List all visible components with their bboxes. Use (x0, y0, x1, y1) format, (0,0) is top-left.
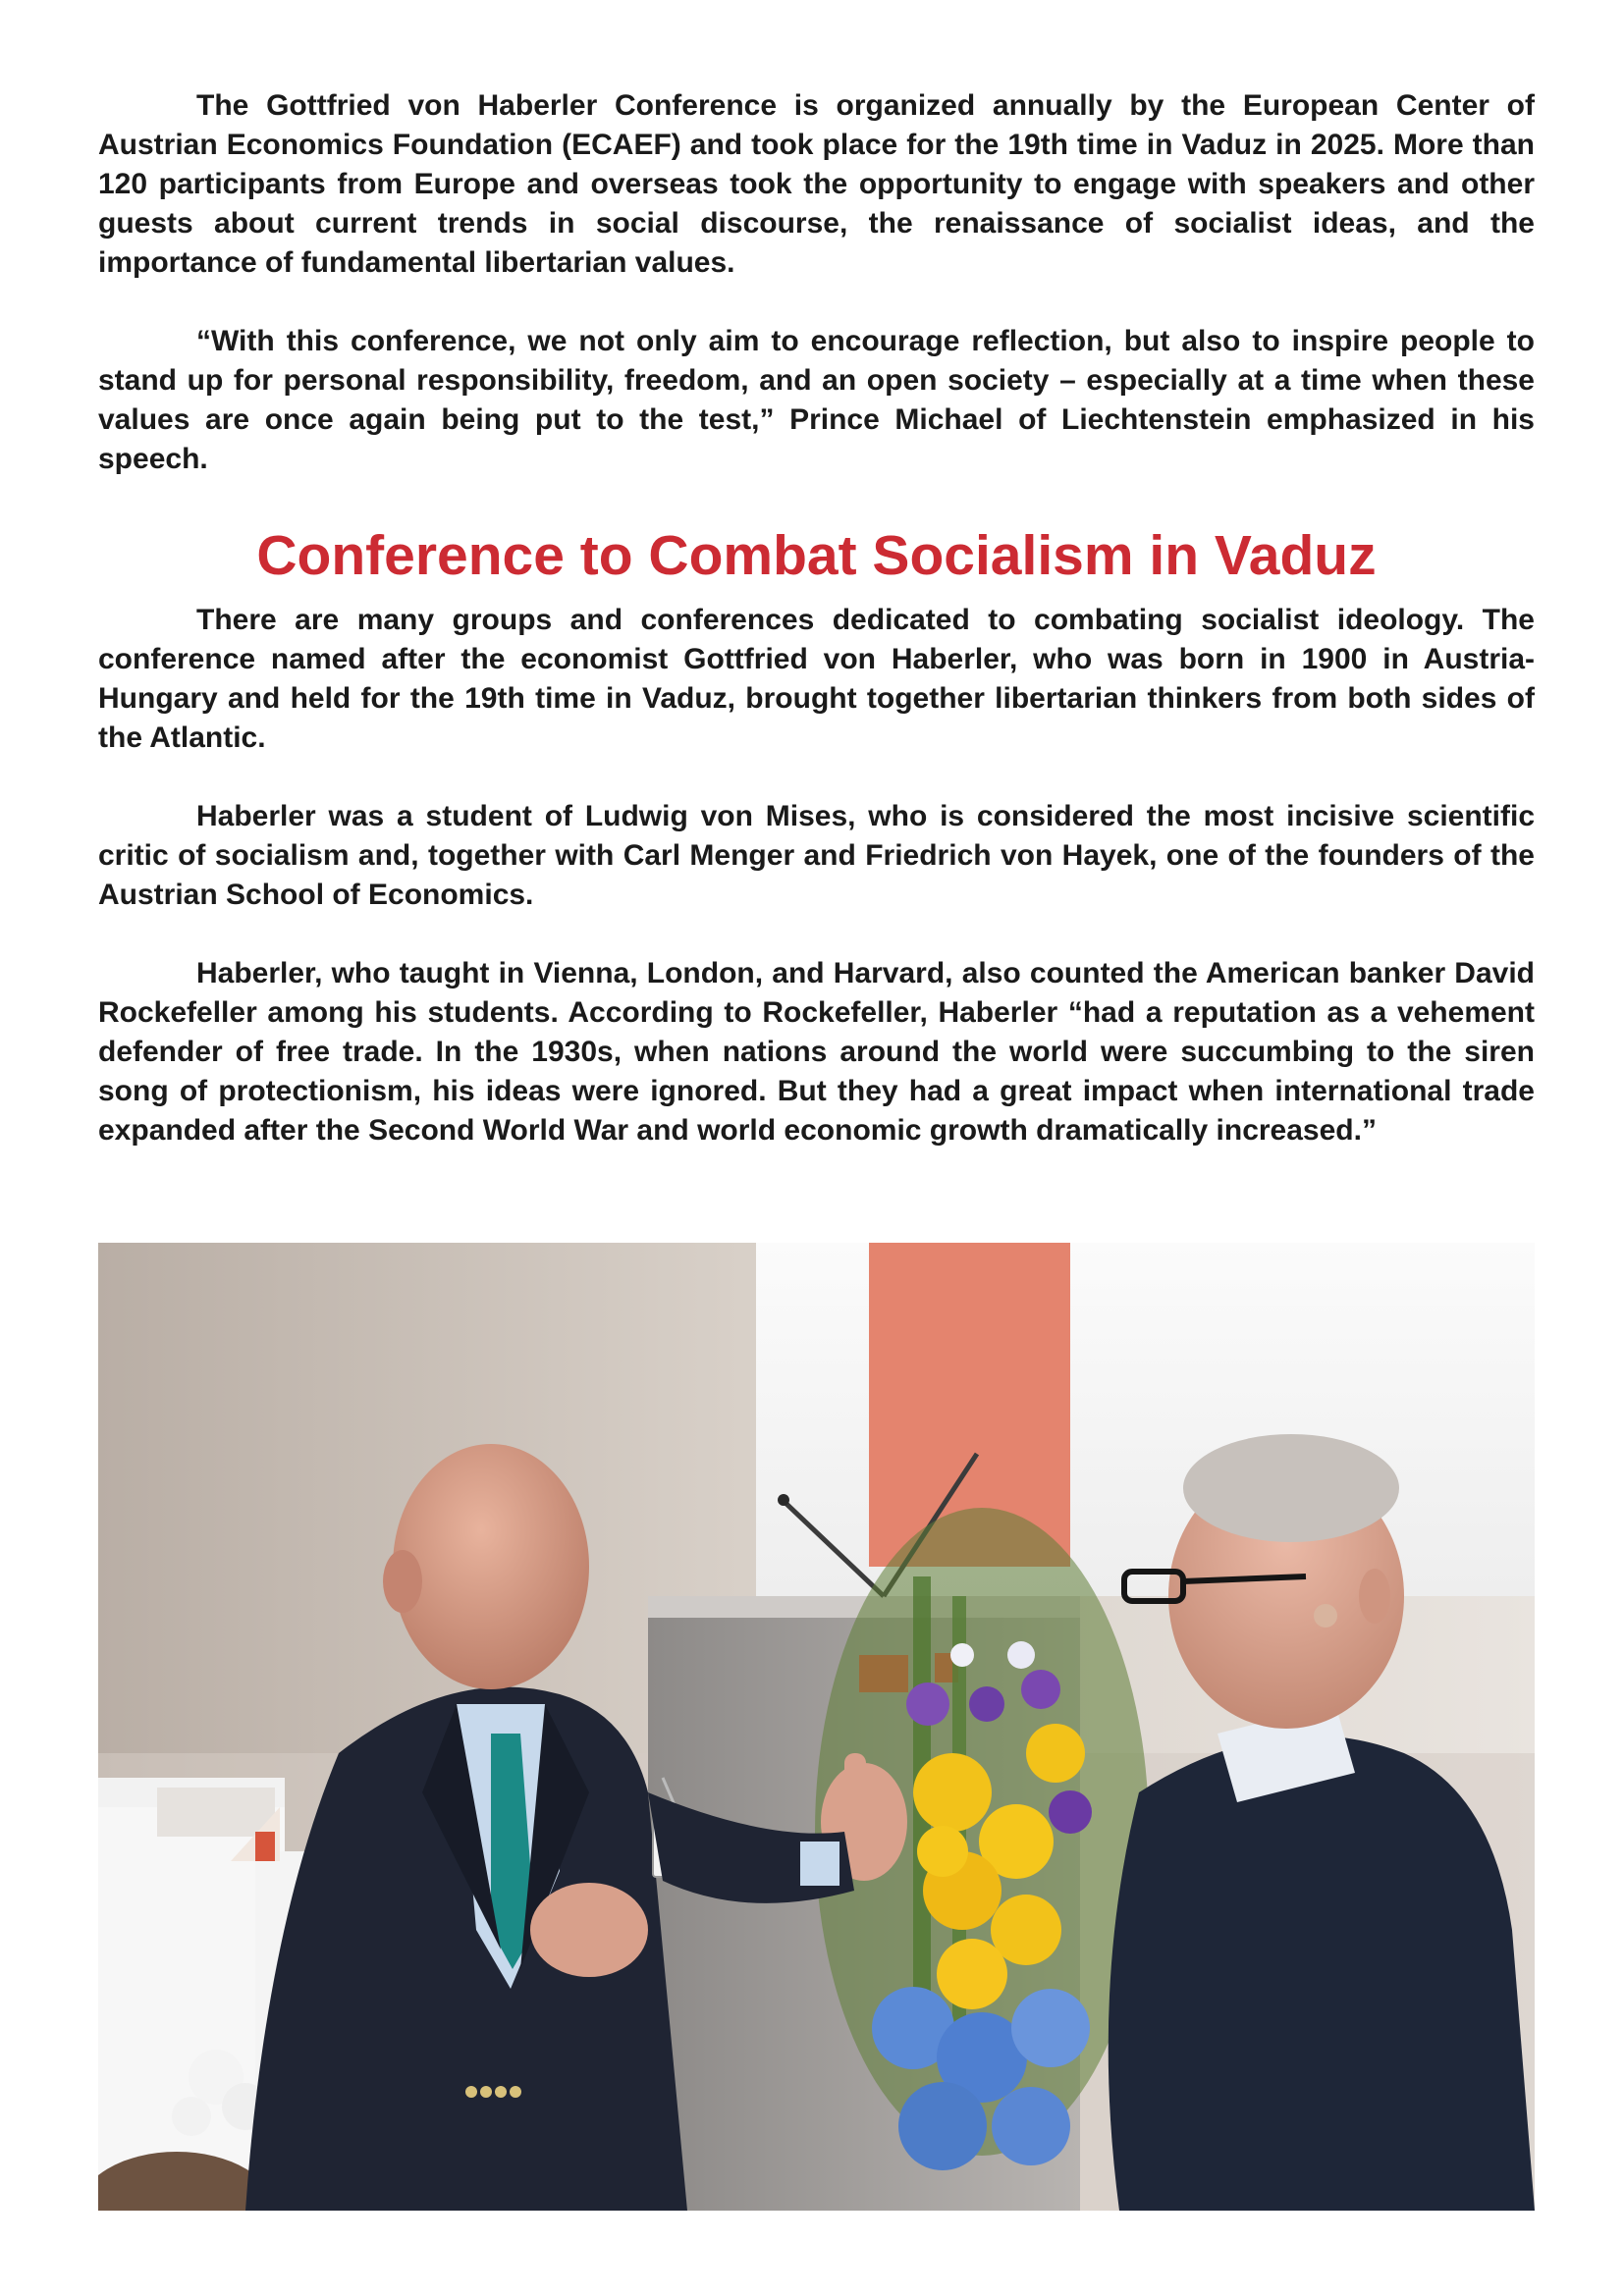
body-paragraph-2: Haberler was a student of Ludwig von Mises, who is considered the most incisive scientific critic of socialism and, together with Carl Menger and Friedrich von Hayek, one of the founders of the Austrian School of Economics. (98, 800, 1535, 911)
body-paragraph-3: Haberler, who taught in Vienna, London, and Harvard, also counted the American banker David Rockefeller among his students. According to Rockefeller, Haberler “had a reputation as a vehement defender of free trade. In the 1930s, when nations around the world were succumbing to the siren song of protectionism, his ideas were ignored. But they had a great impact when international trade expanded after the Second World War and world economic growth dramatically increased.” (98, 957, 1535, 1147)
section-heading: Conference to Combat Socialism in Vaduz (256, 524, 1377, 587)
article-body (98, 86, 1535, 1150)
body-paragraph-1: There are many groups and conferences dedicated to combating socialist ideology. The conference named after the economist Gottfried von Haberler, who was born in 1900 in Austria-Hungary and held for the 19th time in Vaduz, brought together libertarian thinkers from both sides of the Atlantic. (98, 604, 1535, 754)
intro-paragraph-2: “With this conference, we not only aim to encourage reflection, but also to inspire people to stand up for personal responsibility, freedom, and an open society – especially at a time when these values are once again being put to the test,” Prince Michael of Liechtenstein emphasized in his speech. (98, 325, 1535, 475)
conference-photo (98, 1243, 1535, 2211)
intro-paragraph-1: The Gottfried von Haberler Conference is organized annually by the European Center of Austrian Economics Foundation (ECAEF) and took place for the 19th time in Vaduz in 2025. More than 120 participants from Europe and overseas took the opportunity to engage with speakers and other guests about current trends in social discourse, the renaissance of socialist ideas, and the importance of fundamental libertarian values. (98, 89, 1535, 279)
